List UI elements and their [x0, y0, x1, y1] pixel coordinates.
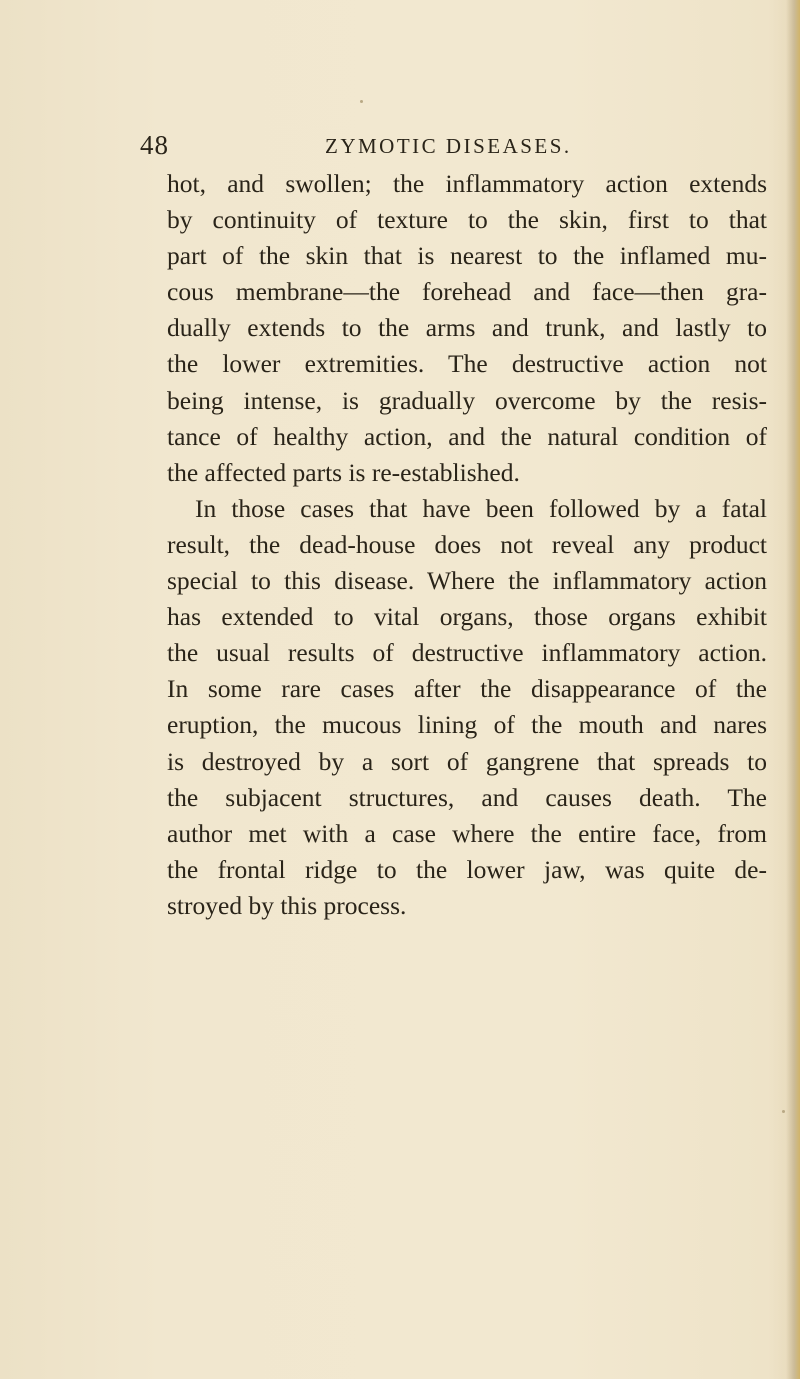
text-line: being intense, is gradually overcome by the resis- [167, 385, 767, 415]
text-line: has extended to vital organs, those organs exhibit [167, 602, 767, 632]
paper-speck [782, 1110, 785, 1113]
paragraph-end-line: stroyed by this process. [167, 890, 407, 920]
text-line: author met with a case where the entire face, from [167, 818, 767, 848]
paper-speck [360, 100, 363, 103]
text-line: In some rare cases after the disappearance of the [167, 674, 767, 704]
text-line: by continuity of texture to the skin, first to that [167, 205, 767, 235]
page-edge-shadow [786, 0, 800, 1379]
text-line: special to this disease. Where the inflammatory action [167, 566, 767, 596]
text-line: result, the dead-house does not reveal any product [167, 529, 767, 559]
text-line: tance of healthy action, and the natural condition of [167, 421, 767, 451]
paragraph-start-line: In those cases that have been followed by a fatal [195, 493, 767, 523]
page-number: 48 [140, 130, 169, 160]
text-line: dually extends to the arms and trunk, and lastly to [167, 313, 767, 343]
text-line: is destroyed by a sort of gangrene that spreads to [167, 746, 767, 776]
text-line: hot, and swollen; the inflammatory action extends [167, 169, 767, 198]
text-line: cous membrane—the forehead and face—then gra- [167, 277, 767, 307]
page-header [140, 130, 760, 170]
text-line: the frontal ridge to the lower jaw, was quite de- [167, 854, 767, 884]
text-line: the usual results of destructive inflammatory action. [167, 638, 767, 668]
text-line: part of the skin that is nearest to the inflamed mu- [167, 241, 767, 271]
running-title: ZYMOTIC DISEASES. [325, 134, 572, 158]
paragraph-end-line: the affected parts is re-established. [167, 457, 520, 487]
text-line: eruption, the mucous lining of the mouth and nares [167, 710, 767, 740]
text-line: the lower extremities. The destructive action not [167, 349, 767, 379]
text-line: the subjacent structures, and causes death. The [167, 782, 767, 812]
body-text [167, 166, 767, 924]
